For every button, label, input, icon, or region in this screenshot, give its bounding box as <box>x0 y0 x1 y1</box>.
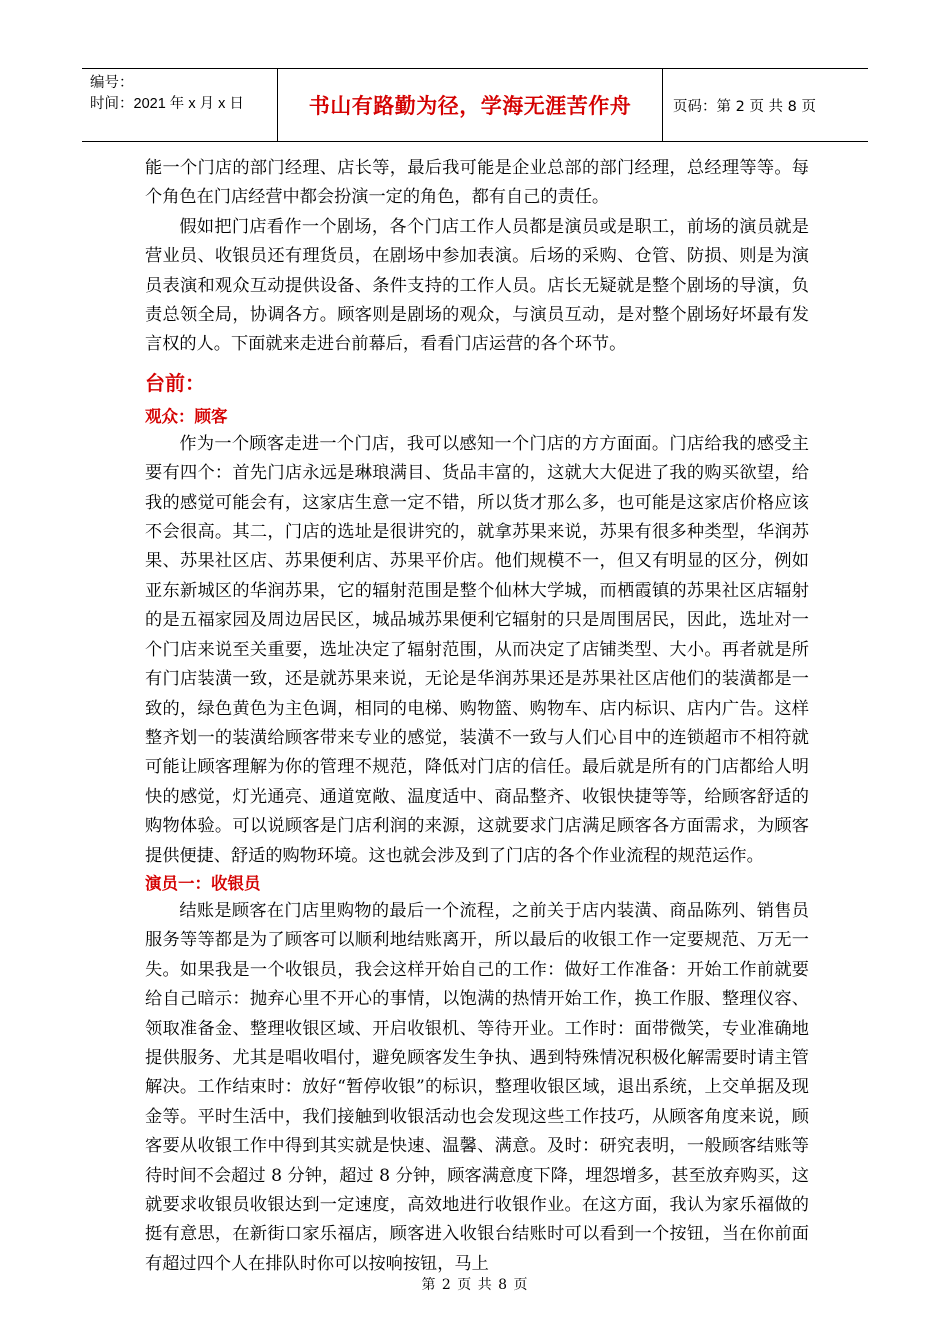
document-body <box>145 154 809 1279</box>
document-date: 时间：2021 年 x 月 x 日 <box>90 96 244 112</box>
subsection-heading-cashier: 演员一：收银员 <box>145 873 261 893</box>
header-motto-cell <box>278 69 663 141</box>
section-heading-front: 台前： <box>145 370 205 395</box>
page-header <box>82 68 868 142</box>
header-page-info: 页码：第 2 页 共 8 页 <box>673 98 816 115</box>
body-paragraph: 作为一个顾客走进一个门店，我可以感知一个门店的方方面面。门店给我的感受主要有四个：首先门店永远是琳琅满目、货品丰富的，这就大大促进了我的购买欲望，给我的感觉可能会有，这家店生意一定不错，所以货才那么多，也可能是这家店价格应该不会很高。其二，门店的选址是很讲究的，就拿苏果来说，苏果有很多种类型，华润苏果、苏果社区店、苏果便利店、苏果平价店。他们规模不一，但又有明显的区分，例如亚东新城区的华润苏果，它的辐射范围是整个仙林大学城，而栖霞镇的苏果社区店辐射的是五福家园及周边居民区，城品城苏果便利它辐射的只是周围居民，因此，选址对一个门店来说至关重要，选址决定了辐射范围，从而决定了店铺类型、大小。再者就是所有门店装潢一致，还是就苏果来说，无论是华润苏果还是苏果社区店他们的装潢都是一致的，绿色黄色为主色调，相同的电梯、购物篮、购物车、店内标识、店内广告。这样整齐划一的装潢给顾客带来专业的感觉，装潢不一致与人们心目中的连锁超市不相符就可能让顾客理解为你的管理不规范，降低对门店的信任。最后就是所有的门店都给人明快的感觉，灯光通亮、通道宽敞、温度适中、商品整齐、收银快捷等等，给顾客舒适的购物体验。可以说顾客是门店利润的来源，这就要求门店满足顾客各方面需求，为顾客提供便捷、舒适的购物环境。这也就会涉及到了门店的各个作业流程的规范运作。 <box>145 433 809 866</box>
body-paragraph: 结账是顾客在门店里购物的最后一个流程，之前关于店内装潢、商品陈列、销售员服务等等都是为了顾客可以顺利地结账离开，所以最后的收银工作一定要规范、万无一失。如果我是一个收银员，我会这样开始自己的工作：做好工作准备：开始工作前就要给自己暗示：抛弃心里不开心的事情，以饱满的热情开始工作，换工作服、整理仪容、领取准备金、整理收银区域、开启收银机、等待开业。工作时：面带微笑，专业准确地提供服务、尤其是唱收唱付，避免顾客发生争执、遇到特殊情况积极化解需要时请主管解决。工作结束时：放好“暂停收银”的标识，整理收银区域，退出系统，上交单据及现金等。平时生活中，我们接触到收银活动也会发现这些工作技巧，从顾客角度来说，顾客要从收银工作中得到其实就是快速、温馨、满意。及时：研究表明，一般顾客结账等待时间不会超过 8 分钟，超过 8 分钟，顾客满意度下降，埋怨增多，甚至放弃购买，这就要求收银员收银达到一定速度，高效地进行收银作业。在这方面，我认为家乐福做的挺有意思，在新街口家乐福店，顾客进入收银台结账时可以看到一个按钮，当在你前面有超过四个人在排队时你可以按响按钮，马上 <box>145 900 809 1274</box>
body-paragraph: 能一个门店的部门经理、店长等，最后我可能是企业总部的部门经理，总经理等等。每个角色在门店经营中都会扮演一定的角色，都有自己的责任。 <box>145 158 809 208</box>
page-footer: 第 2 页 共 8 页 <box>421 1277 529 1293</box>
document-number-label: 编号： <box>90 75 134 91</box>
subsection-heading-audience: 观众：顾客 <box>145 406 228 426</box>
body-paragraph: 假如把门店看作一个剧场，各个门店工作人员都是演员或是职工，前场的演员就是营业员、收银员还有理货员，在剧场中参加表演。后场的采购、仓管、防损、则是为演员表演和观众互动提供设备、条件支持的工作人员。店长无疑就是整个剧场的导演，负责总领全局，协调各方。顾客则是剧场的观众，与演员互动，是对整个剧场好坏最有发言权的人。下面就来走进台前幕后，看看门店运营的各个环节。 <box>145 216 809 355</box>
header-meta <box>82 69 278 141</box>
header-motto: 书山有路勤为径，学海无涯苦作舟 <box>308 94 632 118</box>
